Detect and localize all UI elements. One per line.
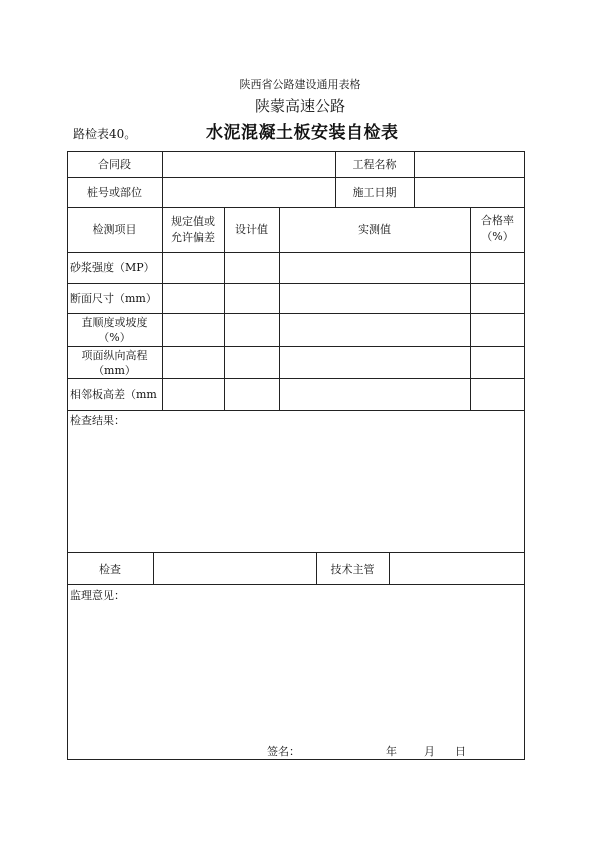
column-header-rate-line1: 合格率: [481, 214, 514, 227]
signature-month: 月: [424, 745, 435, 758]
table-row-label-unit: （%）: [98, 331, 131, 344]
project-name-label: 工程名称: [352, 158, 397, 171]
inspector-label: 检查: [99, 563, 121, 576]
table-row-label: 砂浆强度（MP）: [70, 261, 155, 274]
form-number: 路检表40。: [73, 127, 137, 141]
table-row-label: 断面尺寸（mm）: [70, 292, 157, 305]
contract-section-label: 合同段: [98, 158, 131, 171]
table-row-label: 直顺度或坡度: [81, 316, 148, 329]
signature-day: 日: [455, 745, 466, 758]
supervision-opinion-field[interactable]: [68, 605, 524, 740]
form-series-title: 陕西省公路建设通用表格: [239, 78, 361, 91]
construction-date-field[interactable]: [415, 178, 524, 207]
column-header-measured: 实测值: [358, 223, 391, 236]
project-name-field[interactable]: [415, 152, 524, 177]
technical-supervisor-label: 技术主管: [330, 563, 375, 576]
technical-supervisor-field[interactable]: [390, 553, 524, 584]
project-name: 陕蒙高速公路: [254, 97, 345, 115]
supervision-opinion-label: 监理意见：: [70, 589, 125, 602]
column-header-design: 设计值: [235, 223, 268, 236]
signature-year: 年: [386, 745, 397, 758]
station-field[interactable]: [163, 178, 335, 207]
inspection-result-field[interactable]: [68, 430, 524, 551]
signature-label: 签名：: [267, 745, 300, 758]
page-title: 水泥混凝土板安装自检表: [206, 123, 399, 143]
inspection-result-label: 检查结果：: [70, 414, 125, 427]
table-row-label-unit: （mm）: [93, 364, 136, 377]
construction-date-label: 施工日期: [352, 186, 397, 199]
table-row-label: 相邻板高差（mm: [70, 388, 157, 401]
column-header-rate-line2: （%）: [481, 230, 514, 243]
column-header-item: 检测项目: [92, 223, 137, 236]
contract-section-field[interactable]: [163, 152, 335, 177]
column-header-spec-line1: 规定值或: [171, 215, 215, 228]
table-row-label: 项面纵向高程: [81, 349, 148, 362]
column-header-spec-line2: 允许偏差: [171, 231, 215, 244]
inspector-field[interactable]: [154, 553, 316, 584]
station-label: 桩号或部位: [87, 186, 142, 199]
